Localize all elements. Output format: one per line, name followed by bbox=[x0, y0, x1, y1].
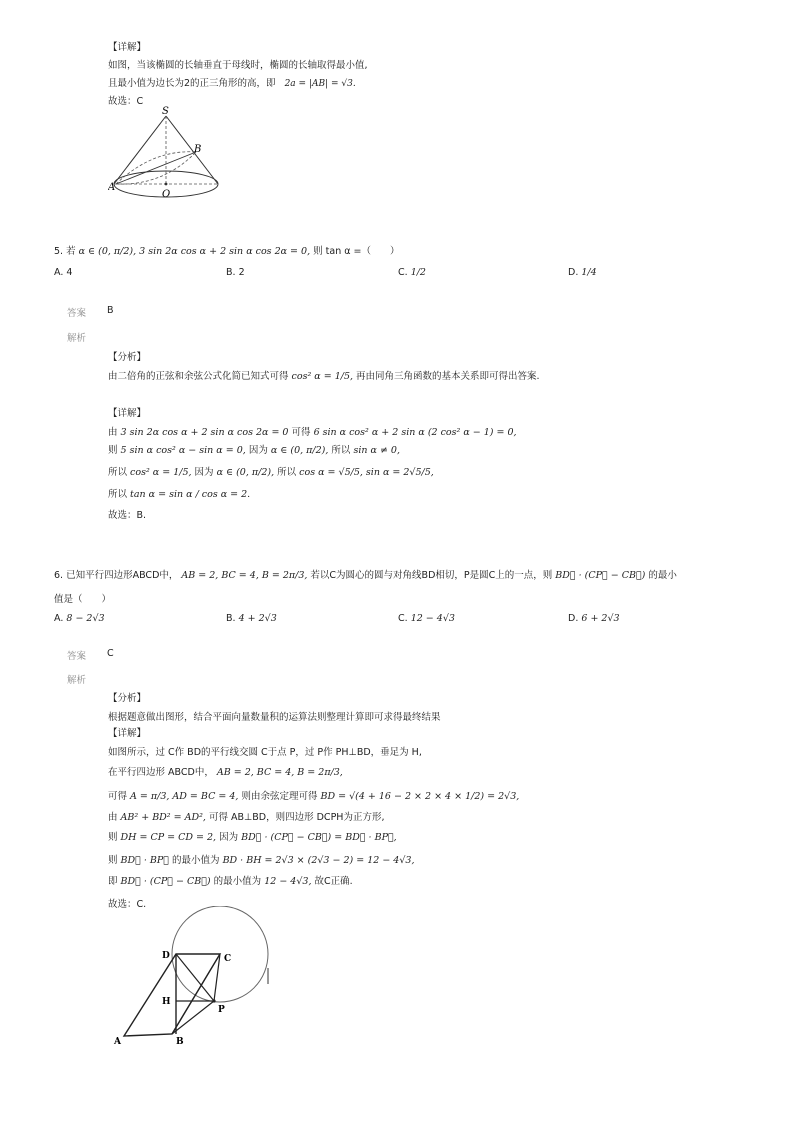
cone-figure bbox=[108, 104, 223, 202]
detail-line: 则 5 sin α cos² α − sin α = 0, 因为 α ∈ (0, π/2), 所以 sin α ≠ 0, bbox=[108, 445, 400, 456]
detail-tag: 【详解】 bbox=[108, 728, 147, 739]
detail-line: 如图所示，过 C作 BD的平行线交圆 C于点 P，过 P作 PH⊥BD，垂足为 H, bbox=[108, 747, 422, 758]
option-c[interactable]: C. 1/2 bbox=[398, 267, 426, 278]
detail-tag: 【详解】 bbox=[108, 42, 147, 53]
answer-choice-line: 故选：C. bbox=[108, 899, 147, 910]
fig-label-a: A bbox=[114, 1037, 121, 1046]
cone-label-o: O bbox=[162, 189, 171, 200]
question-5-stem: 5. 若 α ∈ (0, π/2), 3 sin 2α cos α + 2 sin α cos 2α = 0, 则 tan α =（ ） bbox=[54, 246, 400, 257]
cone-label-b: B bbox=[194, 144, 202, 155]
detail-line: 由 3 sin 2α cos α + 2 sin α cos 2α = 0 可得 6 sin α cos² α + 2 sin α (2 cos² α − 1) = 0, bbox=[108, 427, 517, 438]
detail-line: 即 BD⃗ · (CP⃗ − CB⃗) 的最小值为 12 − 4√3, 故C正确. bbox=[108, 876, 353, 887]
analysis-text: 根据题意做出图形，结合平面向量数量积的运算法则整理计算即可求得最终结果 bbox=[108, 712, 441, 723]
detail-line: 则 DH = CP = CD = 2, 因为 BD⃗ · (CP⃗ − CB⃗) = BD⃗ · BP⃗, bbox=[108, 832, 397, 843]
answer-label: 答案 bbox=[67, 308, 87, 319]
question-6-stem: 6. 已知平行四边形ABCD中， AB = 2, BC = 4, B = 2π/3, 若以C为圆心的圆与对角线BD相切，P是圆C上的一点，则 BD⃗ · (CP⃗ − CB⃗) 的最小 bbox=[54, 570, 677, 581]
option-d[interactable]: D. 6 + 2√3 bbox=[568, 613, 620, 624]
fig-label-p: P bbox=[218, 1005, 225, 1015]
option-a[interactable]: A. 4 bbox=[54, 267, 73, 278]
fig-label-d: D bbox=[162, 951, 170, 961]
parallelogram-circle-figure bbox=[112, 906, 277, 1046]
detail-line: 在平行四边形 ABCD中， AB = 2, BC = 4, B = 2π/3, bbox=[108, 767, 343, 778]
option-b[interactable]: B. 2 bbox=[226, 267, 245, 278]
explanation-line: 且最小值为边长为2的正三角形的高，即 2a = |AB| = √3. bbox=[108, 78, 356, 89]
option-b[interactable]: B. 4 + 2√3 bbox=[226, 613, 277, 624]
detail-line: 可得 A = π/3, AD = BC = 4, 则由余弦定理可得 BD = √(4 + 16 − 2 × 2 × 4 × 1/2) = 2√3, bbox=[108, 791, 520, 802]
cone-label-s: S bbox=[162, 106, 169, 117]
fig-label-h: H bbox=[162, 997, 171, 1007]
detail-tag: 【详解】 bbox=[108, 408, 147, 419]
detail-line: 由 AB² + BD² = AD², 可得 AB⊥BD，则四边形 DCPH为正方形, bbox=[108, 812, 385, 823]
cone-label-a: A bbox=[108, 182, 116, 193]
fig-label-b: B bbox=[176, 1037, 184, 1046]
fig-label-c: C bbox=[224, 954, 232, 964]
detail-line: 则 BD⃗ · BP⃗ 的最小值为 BD · BH = 2√3 × (2√3 − 2) = 12 − 4√3, bbox=[108, 855, 415, 866]
answer-value: C bbox=[107, 648, 114, 659]
option-c[interactable]: C. 12 − 4√3 bbox=[398, 613, 455, 624]
analysis-tag: 【分析】 bbox=[108, 693, 147, 704]
question-6-stem-line2: 值是（ ） bbox=[54, 594, 112, 605]
answer-choice-line: 故选：B. bbox=[108, 510, 147, 521]
answer-choice-line: 故选：C bbox=[108, 96, 144, 107]
option-d[interactable]: D. 1/4 bbox=[568, 267, 597, 278]
answer-value: B bbox=[107, 305, 114, 316]
analysis-label: 解析 bbox=[67, 675, 87, 686]
explanation-line: 如图，当该椭圆的长轴垂直于母线时，椭圆的长轴取得最小值, bbox=[108, 60, 368, 71]
analysis-tag: 【分析】 bbox=[108, 352, 147, 363]
detail-line: 所以 cos² α = 1/5, 因为 α ∈ (0, π/2), 所以 cos α = √5/5, sin α = 2√5/5, bbox=[108, 467, 434, 478]
option-a[interactable]: A. 8 − 2√3 bbox=[54, 613, 105, 624]
answer-label: 答案 bbox=[67, 651, 87, 662]
analysis-label: 解析 bbox=[67, 333, 87, 344]
detail-line: 所以 tan α = sin α / cos α = 2. bbox=[108, 489, 251, 500]
analysis-text: 由二倍角的正弦和余弦公式化简已知式可得 cos² α = 1/5, 再由同角三角函数的基本关系即可得出答案. bbox=[108, 371, 540, 382]
